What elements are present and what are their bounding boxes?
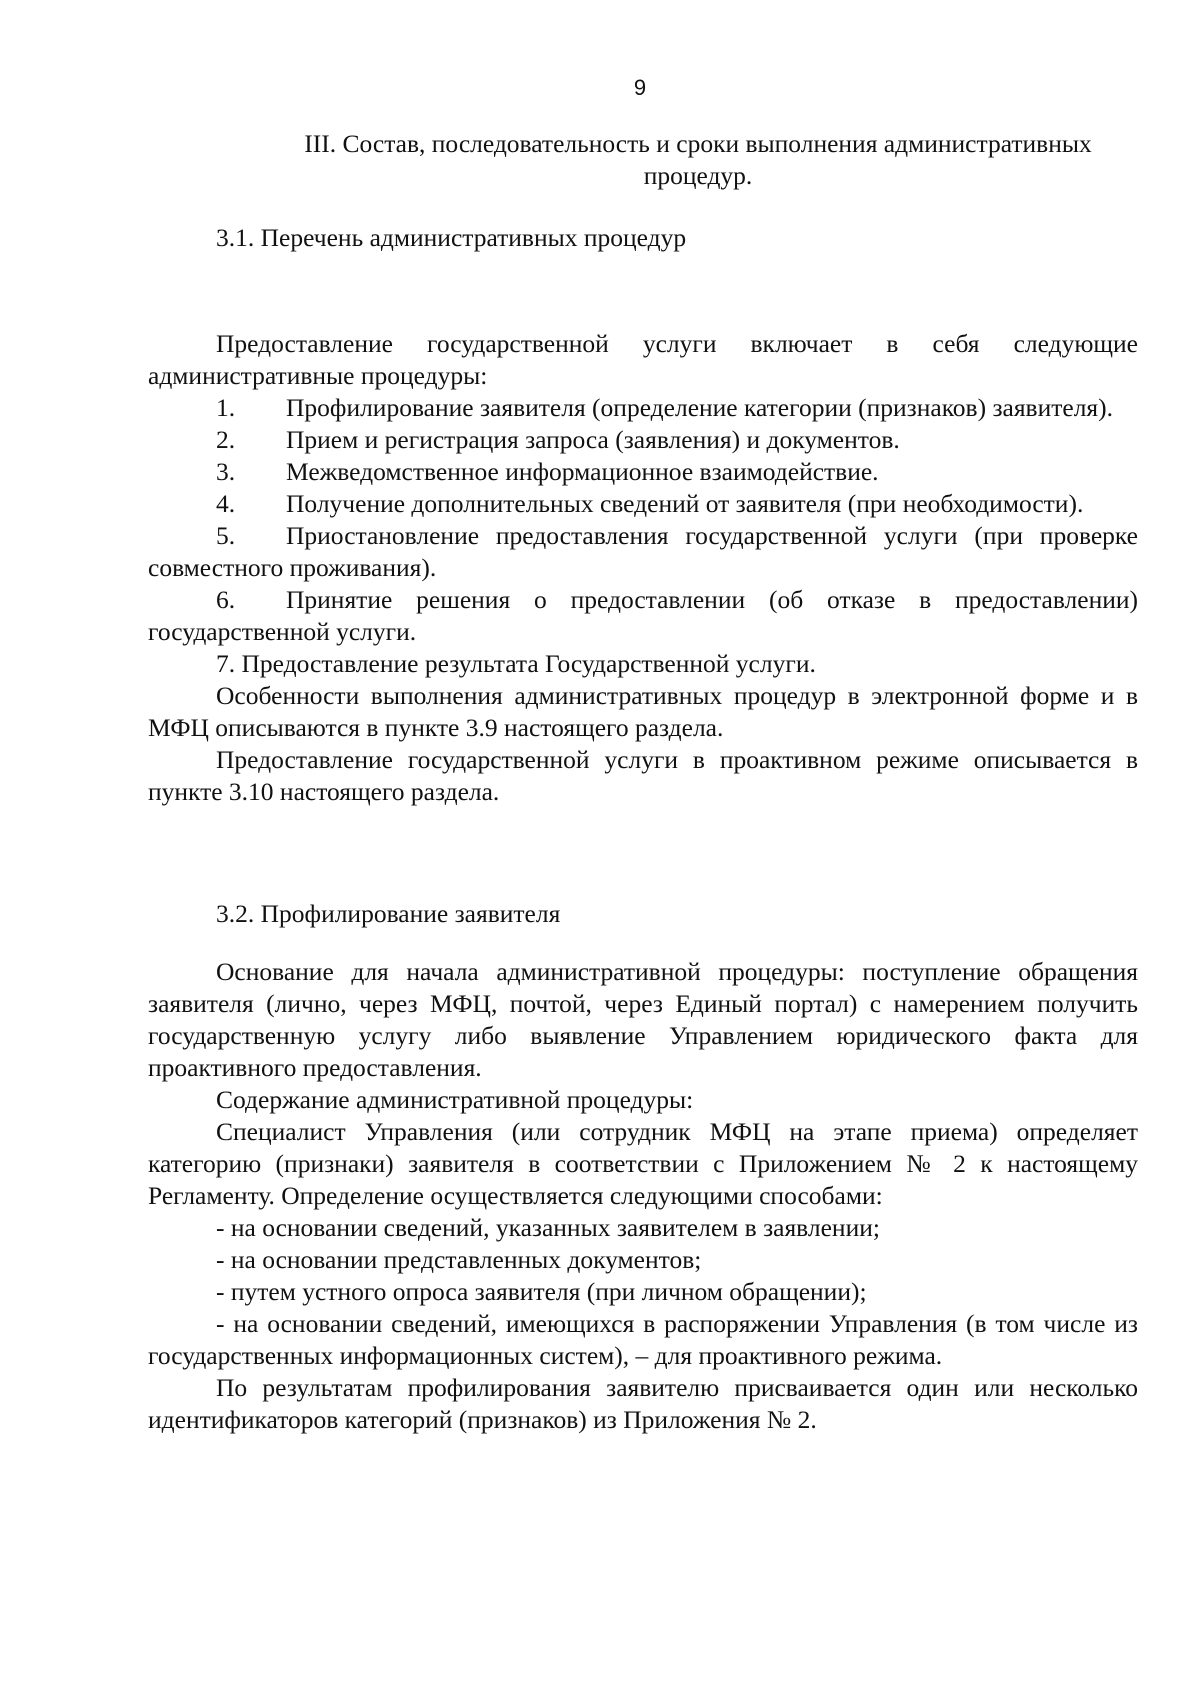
section-title bbox=[148, 128, 1200, 192]
paragraph-basis: Основание для начала административной процедуры: поступление обращения заявителя (лично, через МФЦ, почтой, через Единый портал) с намерением получить государственную услугу либо выявление Управлением юридического факта для проактивного предоставления. bbox=[148, 957, 1138, 1082]
list-item-text: Межведомственное информационное взаимодействие. bbox=[286, 457, 879, 486]
list-item-number: 2. bbox=[216, 425, 236, 454]
bullet-item: - путем устного опроса заявителя (при личном обращении); bbox=[216, 1277, 867, 1306]
paragraph-result: По результатам профилирования заявителю присваивается один или несколько идентификаторов категорий (признаков) из Приложения № 2. bbox=[148, 1373, 1138, 1434]
list-item-number: 1. bbox=[216, 393, 236, 422]
note-electronic-form: Особенности выполнения административных процедур в электронной форме и в МФЦ описываются в пункте 3.9 настоящего раздела. bbox=[148, 681, 1138, 742]
bullet-item: - на основании сведений, имеющихся в распоряжении Управления (в том числе из государственных информационных систем), – для проактивного режима. bbox=[148, 1309, 1138, 1370]
list-item-number: 6. bbox=[216, 585, 236, 614]
bullet-item: - на основании сведений, указанных заявителем в заявлении; bbox=[216, 1213, 880, 1242]
list-item bbox=[148, 392, 1138, 424]
list-item-text: Профилирование заявителя (определение категории (признаков) заявителя). bbox=[286, 393, 1114, 422]
heading-3-2: 3.2. Профилирование заявителя bbox=[216, 899, 561, 928]
page-number: 9 bbox=[633, 75, 647, 100]
list-item-number: 4. bbox=[216, 489, 236, 518]
section-3-1-intro: Предоставление государственной услуги включает в себя следующие административные процедуры: bbox=[148, 329, 1138, 390]
bullet-item: - на основании представленных документов; bbox=[216, 1245, 702, 1274]
list-item-number: 3. bbox=[216, 457, 236, 486]
section-title-line-2: процедур. bbox=[643, 161, 753, 190]
list-item-text: Приостановление предоставления государственной услуги (при проверке совместного проживания). bbox=[148, 521, 1138, 582]
section-title-line-1: III. Состав, последовательность и сроки выполнения административных bbox=[304, 129, 1092, 158]
list-item-text: Прием и регистрация запроса (заявления) и документов. bbox=[286, 425, 900, 454]
list-item bbox=[148, 488, 1138, 520]
list-item-number: 5. bbox=[216, 521, 236, 550]
paragraph-content-title: Содержание административной процедуры: bbox=[216, 1085, 694, 1114]
section-3-1-body bbox=[148, 328, 1138, 808]
list-item-7: 7. Предоставление результата Государственной услуги. bbox=[216, 649, 816, 678]
paragraph-specialist: Специалист Управления (или сотрудник МФЦ на этапе приема) определяет категорию (признаки) заявителя в соответствии с Приложением № 2 к настоящему Регламенту. Определение осуществляется следующими способами: bbox=[148, 1117, 1138, 1210]
note-proactive-mode: Предоставление государственной услуги в проактивном режиме описывается в пункте 3.10 настоящего раздела. bbox=[148, 745, 1138, 806]
list-item-text: Принятие решения о предоставлении (об отказе в предоставлении) государственной услуги. bbox=[148, 585, 1138, 646]
list-item-text: Получение дополнительных сведений от заявителя (при необходимости). bbox=[286, 489, 1084, 518]
section-3-2-body bbox=[148, 956, 1138, 1436]
list-item bbox=[148, 520, 1138, 584]
heading-3-1: 3.1. Перечень административных процедур bbox=[216, 223, 687, 252]
list-item bbox=[148, 456, 1138, 488]
list-item bbox=[148, 584, 1138, 648]
list-item bbox=[148, 424, 1138, 456]
